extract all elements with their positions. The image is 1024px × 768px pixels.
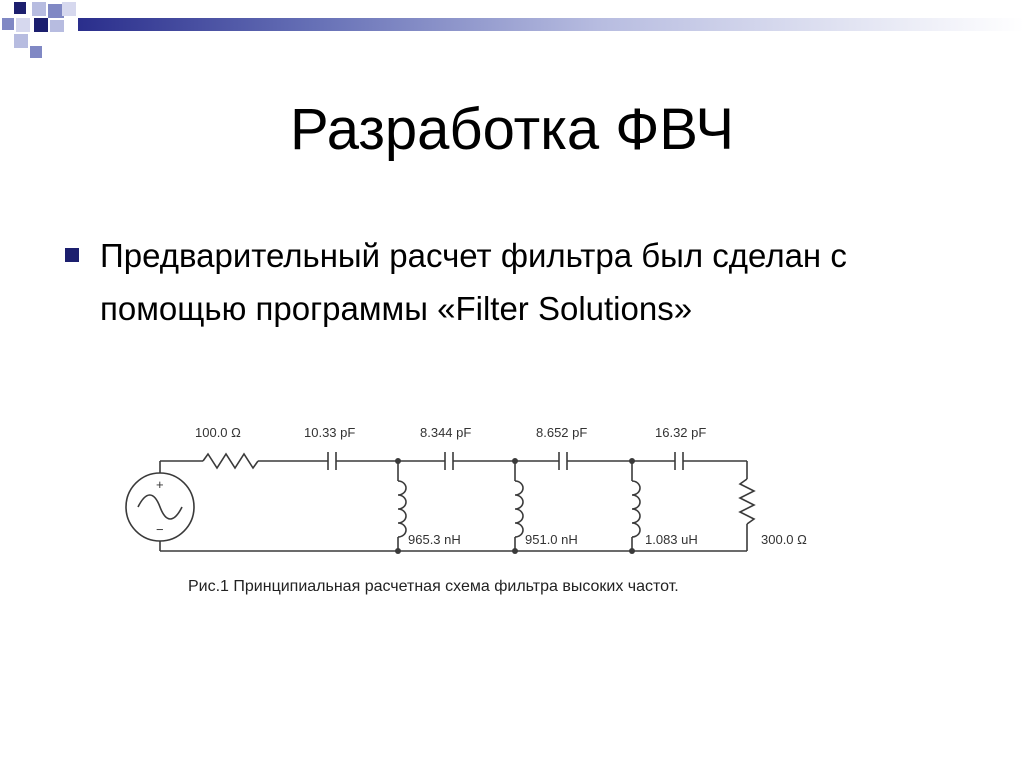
- deco-square: [50, 20, 64, 32]
- deco-square: [62, 2, 76, 16]
- figure-caption: Рис.1 Принципиальная расчетная схема фильтра высоких частот.: [188, 578, 679, 595]
- junction-dot: [395, 548, 401, 554]
- inductor-label: 951.0 nH: [525, 532, 578, 547]
- deco-square: [34, 18, 48, 32]
- load-resistor: [740, 479, 754, 524]
- deco-square: [16, 18, 30, 32]
- shunt-inductor: [515, 481, 523, 537]
- capacitor-label: 8.652 pF: [536, 425, 588, 440]
- capacitor-label: 10.33 pF: [304, 425, 356, 440]
- deco-square: [32, 2, 46, 16]
- shunt-inductor: [632, 481, 640, 537]
- deco-square: [14, 34, 28, 48]
- capacitor-label: 8.344 pF: [420, 425, 472, 440]
- junction-dot: [629, 548, 635, 554]
- junction-dot: [395, 458, 401, 464]
- inductor-label: 1.083 uH: [645, 532, 698, 547]
- header-gradient-bar: [78, 18, 1024, 31]
- source-minus-label: −: [156, 522, 164, 537]
- ac-source-wave: [138, 495, 182, 519]
- bullet-text: Предварительный расчет фильтра был сделан с помощью программы «Filter Solutions»: [100, 237, 847, 327]
- corner-decoration: [0, 0, 80, 62]
- junction-dot: [629, 458, 635, 464]
- source-plus-label: +: [156, 477, 164, 492]
- bullet-square-icon: [65, 248, 79, 262]
- junction-dot: [512, 458, 518, 464]
- slide-title: Разработка ФВЧ: [289, 97, 735, 162]
- deco-square: [48, 4, 64, 18]
- source-resistor: [203, 454, 258, 468]
- deco-square: [14, 2, 26, 14]
- capacitor-label: 16.32 pF: [655, 425, 707, 440]
- filter-schematic: [115, 415, 835, 565]
- deco-square: [30, 46, 42, 58]
- junction-dot: [512, 548, 518, 554]
- deco-square: [2, 18, 14, 30]
- load-resistor-label: 300.0 Ω: [761, 532, 807, 547]
- inductor-label: 965.3 nH: [408, 532, 461, 547]
- shunt-inductor: [398, 481, 406, 537]
- source-resistor-label: 100.0 Ω: [195, 425, 241, 440]
